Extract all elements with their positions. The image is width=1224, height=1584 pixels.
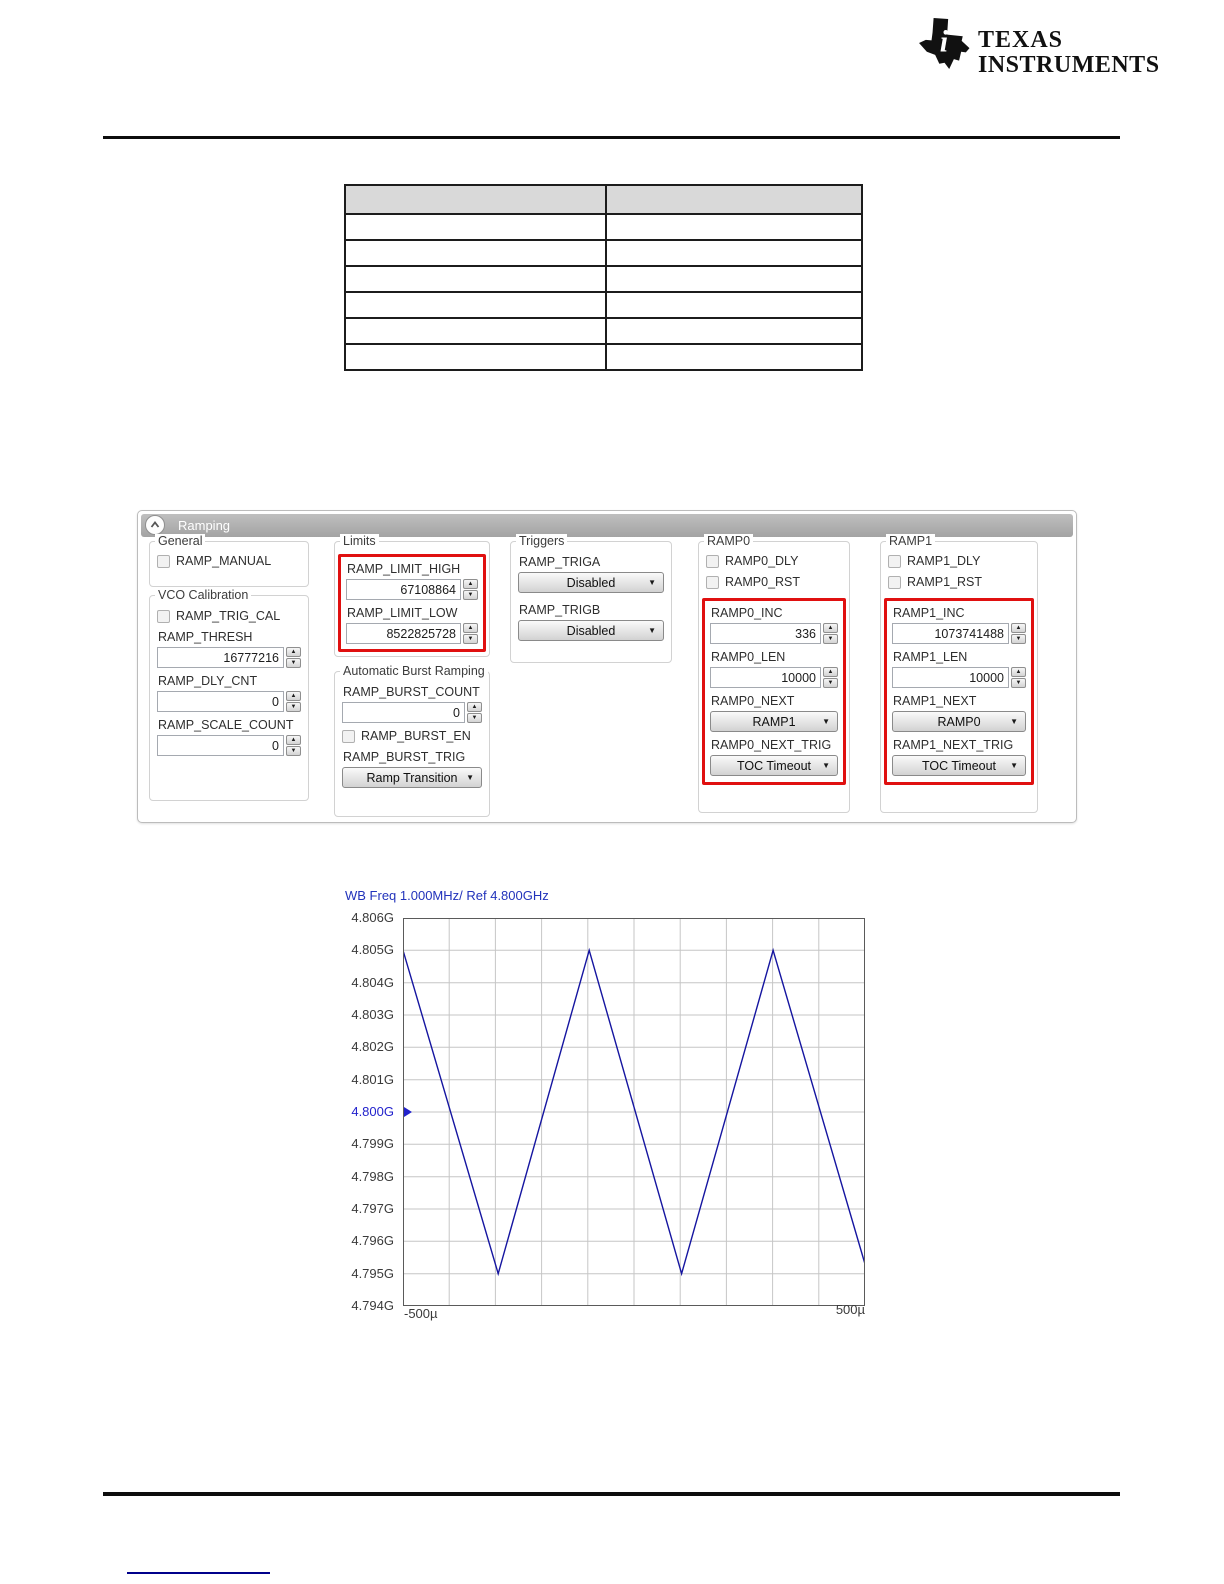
table-cell [345, 292, 606, 318]
spin-up-icon: ▲ [290, 693, 297, 699]
spin-down-button[interactable] [286, 702, 301, 712]
footer-divider-rule [103, 1492, 1120, 1496]
y-tick-label: 4.804G [351, 974, 394, 990]
chart-y-axis-labels [335, 910, 399, 1313]
general-group [149, 534, 309, 587]
ramp0-inc-spinner [710, 623, 838, 644]
table-cell [606, 344, 862, 370]
ramp-limit-low-spinner [346, 623, 478, 644]
ramp-waveform-chart [403, 918, 865, 1306]
spin-up-icon: ▲ [1015, 669, 1022, 675]
table-cell [345, 344, 606, 370]
dropdown-arrow-icon: ▼ [822, 761, 830, 770]
general-group-title: General [155, 534, 205, 548]
table-cell [606, 292, 862, 318]
spin-down-icon: ▼ [290, 704, 297, 710]
table-header-row [345, 185, 862, 214]
spin-down-button[interactable] [463, 634, 478, 644]
ramp0-inc-label: RAMP0_INC [711, 606, 783, 620]
y-tick-label: 4.802G [351, 1039, 394, 1055]
ramp1-inc-label: RAMP1_INC [893, 606, 965, 620]
table-cell [345, 266, 606, 292]
x-tick-label-min: -500µ [404, 1306, 438, 1321]
ramp-triga-value: Disabled [566, 575, 616, 590]
table-cell [606, 266, 862, 292]
ramp1-len-input[interactable] [892, 667, 1009, 688]
y-tick-label: 4.801G [351, 1071, 394, 1087]
ramp-limit-high-spinner [346, 579, 478, 600]
table-cell [606, 214, 862, 240]
spin-down-button[interactable] [823, 634, 838, 644]
ramp-limit-high-label: RAMP_LIMIT_HIGH [347, 562, 461, 576]
ramp1-len-spin-buttons [1011, 667, 1026, 688]
ramp1-next-label: RAMP1_NEXT [893, 694, 977, 708]
spin-down-icon: ▼ [827, 680, 834, 686]
spin-up-button[interactable] [823, 667, 838, 677]
header-divider-rule [103, 136, 1120, 139]
svg-text:i: i [939, 24, 949, 59]
ramp-burst-en-checkbox-row[interactable] [342, 729, 482, 743]
ramp0-highlight-box [702, 598, 846, 785]
collapse-button[interactable] [145, 515, 165, 535]
ramp-burst-trig-dropdown[interactable] [342, 767, 482, 788]
ramp0-inc-spin-buttons [823, 623, 838, 644]
table-row [345, 318, 862, 344]
ramp-thresh-spinner [157, 647, 301, 668]
spin-down-icon: ▼ [290, 748, 297, 754]
ramp-trig-cal-checkbox-row[interactable] [157, 609, 301, 623]
spin-up-button[interactable] [463, 579, 478, 589]
y-tick-label: 4.800G [351, 1104, 394, 1119]
dropdown-arrow-icon: ▼ [466, 773, 474, 782]
table-cell [345, 240, 606, 266]
spin-down-button[interactable] [1011, 634, 1026, 644]
ramp0-group-title: RAMP0 [704, 534, 753, 548]
table-row [345, 344, 862, 370]
ramp-burst-count-label: RAMP_BURST_COUNT [343, 685, 480, 699]
footer-link-underline[interactable] [127, 1572, 270, 1574]
ramp0-len-label: RAMP0_LEN [711, 650, 786, 664]
ramp0-rst-checkbox-row[interactable] [706, 575, 844, 589]
ramp-burst-count-spinner [342, 702, 482, 723]
spin-down-button[interactable] [286, 746, 301, 756]
ramp1-dly-checkbox[interactable] [888, 555, 901, 568]
spin-up-button[interactable] [823, 623, 838, 633]
table-cell [345, 318, 606, 344]
y-tick-label: 4.796G [351, 1233, 394, 1249]
ramp1-inc-spinner [892, 623, 1026, 644]
spin-up-button[interactable] [1011, 623, 1026, 633]
ramp1-dly-checkbox-row[interactable] [888, 554, 1032, 568]
spin-up-icon: ▲ [467, 581, 474, 587]
vco-calibration-group-title: VCO Calibration [155, 588, 251, 602]
ramp-limit-high-spin-buttons [463, 579, 478, 600]
triggers-group [510, 534, 672, 663]
ramp1-next-trig-label: RAMP1_NEXT_TRIG [893, 738, 1014, 752]
ramp0-dly-checkbox-row[interactable] [706, 554, 844, 568]
ti-texas-state-icon [918, 16, 970, 72]
x-tick-label-max: 500µ [835, 1302, 865, 1317]
chevron-up-icon [148, 518, 162, 532]
ramp1-rst-label: RAMP1_RST [907, 575, 983, 589]
ramp0-len-input[interactable] [710, 667, 821, 688]
ramp0-next-value: RAMP1 [752, 714, 796, 729]
ramp-dly-cnt-label: RAMP_DLY_CNT [158, 674, 258, 688]
ramp0-rst-checkbox[interactable] [706, 576, 719, 589]
spin-up-icon: ▲ [827, 669, 834, 675]
y-tick-label: 4.794G [351, 1298, 394, 1313]
ramp-manual-checkbox-row[interactable] [157, 554, 301, 568]
ramp-thresh-label: RAMP_THRESH [158, 630, 253, 644]
ramp0-rst-label: RAMP0_RST [725, 575, 801, 589]
spin-down-button[interactable] [1011, 678, 1026, 688]
table-row [345, 214, 862, 240]
ramp0-group [698, 534, 850, 813]
ramp-dly-cnt-spin-buttons [286, 691, 301, 712]
y-tick-label: 4.798G [351, 1168, 394, 1184]
ramp1-rst-checkbox-row[interactable] [888, 575, 1032, 589]
table-header-cell [606, 185, 862, 214]
dropdown-arrow-icon: ▼ [1010, 717, 1018, 726]
table-row [345, 292, 862, 318]
ramp-limit-low-input[interactable] [346, 623, 461, 644]
ramp1-dly-label: RAMP1_DLY [907, 554, 981, 568]
y-tick-label: 4.805G [351, 942, 394, 958]
ramp1-group [880, 534, 1038, 813]
y-tick-label: 4.799G [351, 1136, 394, 1152]
table-row [345, 266, 862, 292]
ramp-triga-label: RAMP_TRIGA [519, 555, 601, 569]
triggers-group-title: Triggers [516, 534, 567, 548]
spin-down-icon: ▼ [471, 715, 478, 721]
ramp0-next-dropdown[interactable] [710, 711, 838, 732]
table-cell [606, 318, 862, 344]
spin-down-button[interactable] [463, 590, 478, 600]
panel-title: Ramping [178, 518, 231, 533]
spin-down-button[interactable] [286, 658, 301, 668]
ramp-dly-cnt-spinner [157, 691, 301, 712]
ramp1-inc-input[interactable] [892, 623, 1009, 644]
limits-highlight-box [338, 554, 486, 652]
ramp1-next-dropdown[interactable] [892, 711, 1026, 732]
spin-up-button[interactable] [286, 735, 301, 745]
ramp-limit-low-spin-buttons [463, 623, 478, 644]
ramp1-next-trig-dropdown[interactable] [892, 755, 1026, 776]
ramp-burst-trig-value: Ramp Transition [366, 770, 458, 785]
spin-down-icon: ▼ [827, 636, 834, 642]
ramp-thresh-input[interactable] [157, 647, 284, 668]
ramp-trigb-label: RAMP_TRIGB [519, 603, 601, 617]
ramp-thresh-spin-buttons [286, 647, 301, 668]
automatic-burst-ramping-group-title: Automatic Burst Ramping [340, 664, 488, 678]
ti-wordmark [978, 16, 1160, 77]
automatic-burst-ramping-group [334, 664, 490, 817]
ti-logo [918, 16, 1160, 77]
ramp1-inc-spin-buttons [1011, 623, 1026, 644]
table-row [345, 240, 862, 266]
ramp-burst-en-checkbox[interactable] [342, 730, 355, 743]
ramp-manual-checkbox[interactable] [157, 555, 170, 568]
spin-up-icon: ▲ [467, 625, 474, 631]
ramping-panel [137, 510, 1077, 823]
spin-up-icon: ▲ [471, 704, 478, 710]
ramp0-inc-input[interactable] [710, 623, 821, 644]
ramp0-next-label: RAMP0_NEXT [711, 694, 795, 708]
ramp1-highlight-box [884, 598, 1034, 785]
dropdown-arrow-icon: ▼ [648, 578, 656, 587]
spin-up-button[interactable] [286, 691, 301, 701]
y-tick-label: 4.795G [351, 1265, 394, 1281]
table-cell [606, 240, 862, 266]
ramp-burst-en-label: RAMP_BURST_EN [361, 729, 471, 743]
ramp0-next-trig-dropdown[interactable] [710, 755, 838, 776]
dropdown-arrow-icon: ▼ [1010, 761, 1018, 770]
ramp1-group-title: RAMP1 [886, 534, 935, 548]
ramp-triga-dropdown[interactable] [518, 572, 664, 593]
spin-up-button[interactable] [467, 702, 482, 712]
ramp-trigb-dropdown[interactable] [518, 620, 664, 641]
chart-title: WB Freq 1.000MHz/ Ref 4.800GHz [345, 888, 549, 903]
ramp0-dly-label: RAMP0_DLY [725, 554, 799, 568]
ramp-scale-count-spinner [157, 735, 301, 756]
ramp1-len-label: RAMP1_LEN [893, 650, 968, 664]
ramp-burst-count-input[interactable] [342, 702, 465, 723]
register-table [344, 184, 863, 371]
table-header-cell [345, 185, 606, 214]
limits-group-title: Limits [340, 534, 379, 548]
y-tick-label: 4.797G [351, 1201, 394, 1216]
ramp0-len-spinner [710, 667, 838, 688]
ramp-manual-label: RAMP_MANUAL [176, 554, 272, 568]
ramp-burst-count-spin-buttons [467, 702, 482, 723]
spin-up-icon: ▲ [290, 737, 297, 743]
y-tick-label: 4.806G [351, 910, 394, 925]
ramp0-next-trig-value: TOC Timeout [736, 758, 812, 773]
spin-down-icon: ▼ [1015, 636, 1022, 642]
spin-down-button[interactable] [467, 713, 482, 723]
vco-calibration-group [149, 588, 309, 801]
ramp-burst-trig-label: RAMP_BURST_TRIG [343, 750, 466, 764]
spin-up-button[interactable] [463, 623, 478, 633]
dropdown-arrow-icon: ▼ [822, 717, 830, 726]
ramp1-next-trig-value: TOC Timeout [921, 758, 997, 773]
table-cell [345, 214, 606, 240]
y-tick-label: 4.803G [351, 1007, 394, 1022]
ramp0-dly-checkbox[interactable] [706, 555, 719, 568]
ramp-scale-count-input[interactable] [157, 735, 284, 756]
spin-up-icon: ▲ [290, 649, 297, 655]
ti-word-instruments: INSTRUMENTS [978, 52, 1160, 78]
dropdown-arrow-icon: ▼ [648, 626, 656, 635]
ramp1-rst-checkbox[interactable] [888, 576, 901, 589]
ramp-dly-cnt-input[interactable] [157, 691, 284, 712]
spin-down-icon: ▼ [467, 636, 474, 642]
spin-up-button[interactable] [286, 647, 301, 657]
ramp1-len-spinner [892, 667, 1026, 688]
ramp-trigb-value: Disabled [566, 623, 616, 638]
ramp-limit-low-label: RAMP_LIMIT_LOW [347, 606, 458, 620]
spin-down-icon: ▼ [1015, 680, 1022, 686]
ramp-scale-count-spin-buttons [286, 735, 301, 756]
ramp-trig-cal-checkbox[interactable] [157, 610, 170, 623]
spin-up-icon: ▲ [1015, 625, 1022, 631]
ramp-trig-cal-label: RAMP_TRIG_CAL [176, 609, 281, 623]
spin-down-icon: ▼ [290, 660, 297, 666]
spin-up-icon: ▲ [827, 625, 834, 631]
ramp-limit-high-input[interactable] [346, 579, 461, 600]
ref-marker-icon [404, 1107, 412, 1117]
ramp0-len-spin-buttons [823, 667, 838, 688]
limits-group [334, 534, 490, 657]
ramp0-next-trig-label: RAMP0_NEXT_TRIG [711, 738, 832, 752]
spin-up-button[interactable] [1011, 667, 1026, 677]
spin-down-icon: ▼ [467, 592, 474, 598]
ti-word-texas: TEXAS [978, 27, 1064, 53]
spin-down-button[interactable] [823, 678, 838, 688]
ramp1-next-value: RAMP0 [937, 714, 981, 729]
ramp-scale-count-label: RAMP_SCALE_COUNT [158, 718, 294, 732]
